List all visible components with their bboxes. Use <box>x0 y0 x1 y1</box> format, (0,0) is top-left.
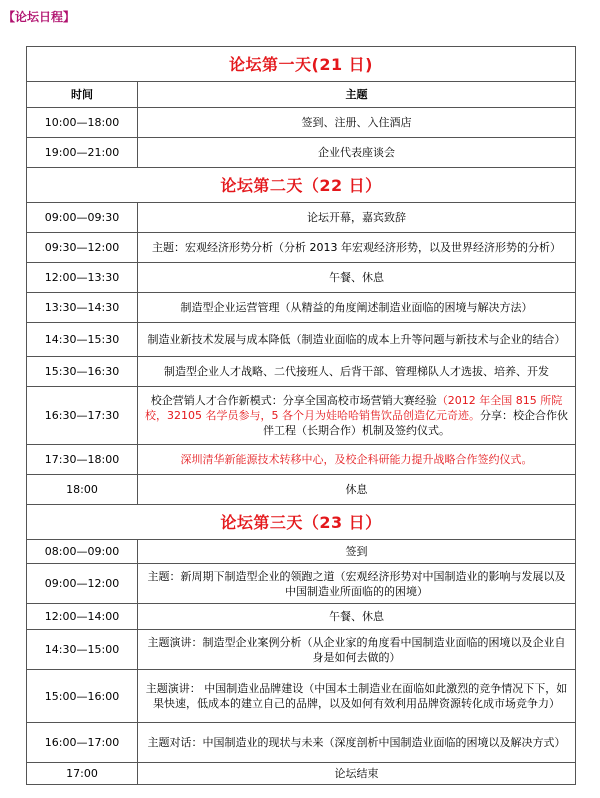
row-time: 13:30—14:30 <box>27 293 138 323</box>
row-time: 17:30—18:00 <box>27 445 138 475</box>
row-time: 19:00—21:00 <box>27 138 138 168</box>
table-row <box>27 763 576 785</box>
table-row <box>27 323 576 357</box>
row-time: 18:00 <box>27 475 138 505</box>
row-time: 16:30—17:30 <box>27 387 138 445</box>
row-time: 14:30—15:00 <box>27 630 138 670</box>
forum-schedule-table <box>26 46 576 785</box>
day1-title: 论坛第一天(21 日) <box>27 47 576 82</box>
table-row <box>27 233 576 263</box>
row-topic: 签到 <box>138 540 576 564</box>
topic-part-normal: 校企营销人才合作新模式：分享全国高校市场营销大赛经验 <box>150 394 437 407</box>
row-time: 14:30—15:30 <box>27 323 138 357</box>
table-row <box>27 630 576 670</box>
table-row <box>27 108 576 138</box>
row-time: 16:00—17:00 <box>27 723 138 763</box>
row-topic: 企业代表座谈会 <box>138 138 576 168</box>
topic-part-highlight: （2012 年全国 815 所院校，32105 名学员参与，5 各个月为娃哈哈销售饮品创造亿元奇迹。 <box>145 394 563 422</box>
table-row <box>27 604 576 630</box>
row-topic: 制造型企业人才战略、二代接班人、后背干部、管理梯队人才选拔、培养、开发 <box>138 357 576 387</box>
row-time: 09:00—09:30 <box>27 203 138 233</box>
day2-title: 论坛第二天（22 日） <box>27 168 576 203</box>
row-topic-mixed <box>138 387 576 445</box>
row-topic: 论坛开幕，嘉宾致辞 <box>138 203 576 233</box>
day1-header-row <box>27 47 576 82</box>
row-topic: 主题演讲：制造型企业案例分析（从企业家的角度看中国制造业面临的困境以及企业自身是如何去做的） <box>138 630 576 670</box>
row-time: 10:00—18:00 <box>27 108 138 138</box>
row-time: 12:00—13:30 <box>27 263 138 293</box>
row-topic: 主题演讲： 中国制造业品牌建设（中国本土制造业在面临如此激烈的竞争情况下下，如果快速，低成本的建立自己的品牌，以及如何有效利用品牌资源转化成市场竞争力） <box>138 670 576 723</box>
table-row <box>27 723 576 763</box>
row-time: 15:00—16:00 <box>27 670 138 723</box>
page-title: 【论坛日程】 <box>3 10 76 24</box>
table-row <box>27 203 576 233</box>
row-topic-highlight: 深圳清华新能源技术转移中心，及校企科研能力提升战略合作签约仪式。 <box>138 445 576 475</box>
row-topic: 签到、注册、入住酒店 <box>138 108 576 138</box>
row-topic: 制造业新技术发展与成本降低（制造业面临的成本上升等问题与新技术与企业的结合） <box>138 323 576 357</box>
column-header-topic: 主题 <box>138 82 576 108</box>
table-row <box>27 564 576 604</box>
row-time: 12:00—14:00 <box>27 604 138 630</box>
table-row <box>27 357 576 387</box>
row-topic: 休息 <box>138 475 576 505</box>
row-topic: 午餐、休息 <box>138 604 576 630</box>
column-header-row <box>27 82 576 108</box>
row-time: 09:00—12:00 <box>27 564 138 604</box>
row-topic: 主题：宏观经济形势分析（分析 2013 年宏观经济形势，以及世界经济形势的分析） <box>138 233 576 263</box>
table-row <box>27 293 576 323</box>
day2-header-row <box>27 168 576 203</box>
table-row <box>27 670 576 723</box>
row-topic: 制造型企业运营管理（从精益的角度阐述制造业面临的困境与解决方法） <box>138 293 576 323</box>
day3-title: 论坛第三天（23 日） <box>27 505 576 540</box>
row-time: 09:30—12:00 <box>27 233 138 263</box>
column-header-time: 时间 <box>27 82 138 108</box>
row-topic: 论坛结束 <box>138 763 576 785</box>
table-row <box>27 138 576 168</box>
topic-part-normal: 分享：校企合作伙伴工程（长期合作）机制及签约仪式。 <box>263 409 568 437</box>
table-row <box>27 540 576 564</box>
row-topic: 午餐、休息 <box>138 263 576 293</box>
table-row <box>27 387 576 445</box>
row-topic: 主题：新周期下制造型企业的领跑之道（宏观经济形势对中国制造业的影响与发展以及中国制造业所面临的的困境） <box>138 564 576 604</box>
table-row <box>27 263 576 293</box>
row-time: 08:00—09:00 <box>27 540 138 564</box>
row-time: 15:30—16:30 <box>27 357 138 387</box>
row-topic: 主题对话：中国制造业的现状与未来（深度剖析中国制造业面临的困境以及解决方式） <box>138 723 576 763</box>
table-row <box>27 475 576 505</box>
day3-header-row <box>27 505 576 540</box>
table-row <box>27 445 576 475</box>
row-time: 17:00 <box>27 763 138 785</box>
